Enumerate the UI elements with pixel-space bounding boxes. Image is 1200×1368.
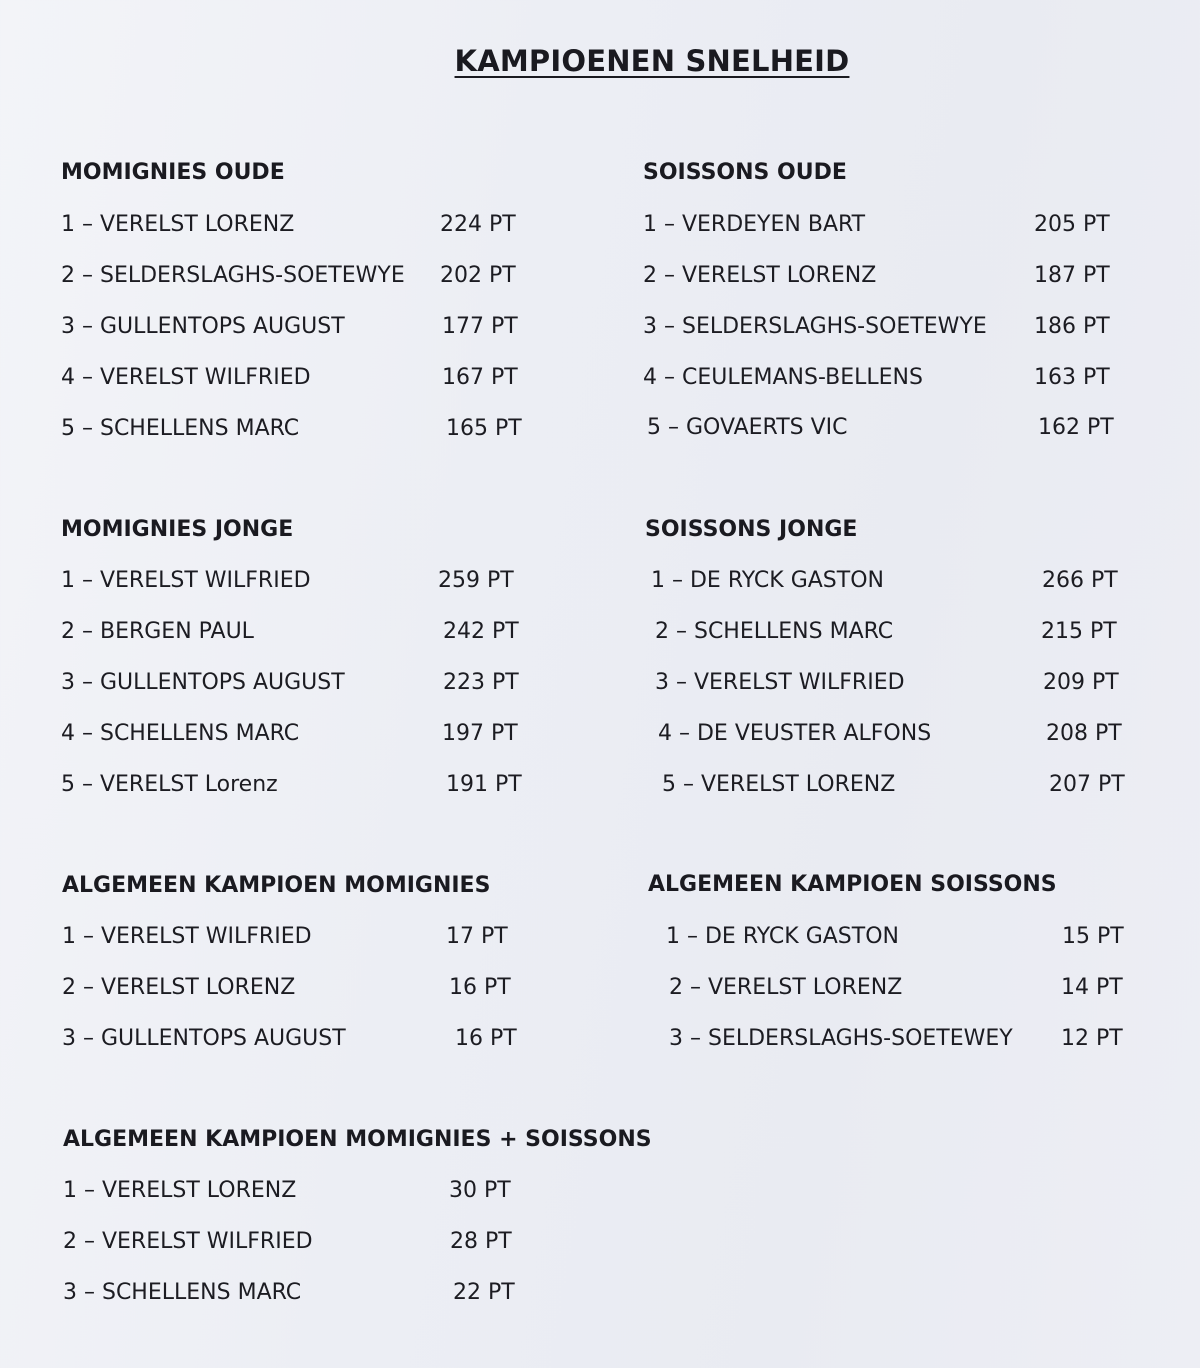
competitor-points: 202 PT [440, 263, 516, 288]
competitor-name: 1 – VERELST WILFRIED [62, 924, 312, 949]
section-heading: MOMIGNIES OUDE [61, 160, 285, 185]
competitor-points: 162 PT [1038, 415, 1114, 440]
competitor-points: 224 PT [440, 212, 516, 237]
competitor-name: 5 – GOVAERTS VIC [647, 415, 848, 440]
competitor-name: 5 – VERELST LORENZ [662, 772, 896, 797]
competitor-name: 4 – DE VEUSTER ALFONS [658, 721, 932, 746]
competitor-points: 16 PT [455, 1026, 517, 1051]
competitor-points: 30 PT [449, 1178, 511, 1203]
competitor-name: 3 – SCHELLENS MARC [63, 1280, 302, 1305]
competitor-name: 1 – VERELST LORENZ [61, 212, 295, 237]
competitor-name: 3 – GULLENTOPS AUGUST [62, 1026, 346, 1051]
competitor-points: 259 PT [438, 568, 514, 593]
section-heading: ALGEMEEN KAMPIOEN SOISSONS [648, 872, 1057, 897]
competitor-points: 186 PT [1034, 314, 1110, 339]
competitor-name: 3 – GULLENTOPS AUGUST [61, 670, 345, 695]
competitor-points: 191 PT [446, 772, 522, 797]
competitor-points: 15 PT [1062, 924, 1124, 949]
competitor-points: 16 PT [449, 975, 511, 1000]
competitor-name: 1 – DE RYCK GASTON [651, 568, 884, 593]
competitor-points: 223 PT [443, 670, 519, 695]
competitor-name: 2 – VERELST WILFRIED [63, 1229, 313, 1254]
competitor-name: 1 – VERELST LORENZ [63, 1178, 297, 1203]
competitor-name: 3 – GULLENTOPS AUGUST [61, 314, 345, 339]
competitor-name: 5 – VERELST Lorenz [61, 772, 278, 797]
section-heading: ALGEMEEN KAMPIOEN MOMIGNIES + SOISSONS [63, 1127, 652, 1152]
competitor-name: 4 – VERELST WILFRIED [61, 365, 311, 390]
competitor-points: 28 PT [450, 1229, 512, 1254]
competitor-points: 208 PT [1046, 721, 1122, 746]
competitor-points: 167 PT [442, 365, 518, 390]
competitor-name: 3 – SELDERSLAGHS-SOETEWEY [669, 1026, 1013, 1051]
competitor-name: 2 – VERELST LORENZ [643, 263, 877, 288]
competitor-name: 2 – VERELST LORENZ [62, 975, 296, 1000]
competitor-name: 3 – SELDERSLAGHS-SOETEWYE [643, 314, 987, 339]
competitor-name: 4 – CEULEMANS-BELLENS [643, 365, 923, 390]
section-heading: ALGEMEEN KAMPIOEN MOMIGNIES [62, 873, 491, 898]
competitor-points: 22 PT [453, 1280, 515, 1305]
page-title: KAMPIOENEN SNELHEID [454, 44, 850, 78]
competitor-points: 165 PT [446, 416, 522, 441]
competitor-points: 17 PT [446, 924, 508, 949]
competitor-name: 2 – VERELST LORENZ [669, 975, 903, 1000]
competitor-name: 5 – SCHELLENS MARC [61, 416, 300, 441]
competitor-points: 205 PT [1034, 212, 1110, 237]
section-heading: SOISSONS OUDE [643, 160, 847, 185]
competitor-name: 2 – SELDERSLAGHS-SOETEWYE [61, 263, 405, 288]
competitor-points: 209 PT [1043, 670, 1119, 695]
competitor-points: 215 PT [1041, 619, 1117, 644]
competitor-name: 2 – BERGEN PAUL [61, 619, 254, 644]
competitor-points: 187 PT [1034, 263, 1110, 288]
competitor-points: 12 PT [1061, 1026, 1123, 1051]
competitor-points: 14 PT [1061, 975, 1123, 1000]
section-heading: MOMIGNIES JONGE [61, 517, 294, 542]
competitor-name: 4 – SCHELLENS MARC [61, 721, 300, 746]
competitor-points: 197 PT [442, 721, 518, 746]
competitor-points: 242 PT [443, 619, 519, 644]
competitor-name: 1 – DE RYCK GASTON [666, 924, 899, 949]
competitor-name: 3 – VERELST WILFRIED [655, 670, 905, 695]
competitor-name: 2 – SCHELLENS MARC [655, 619, 894, 644]
competitor-points: 177 PT [442, 314, 518, 339]
competitor-name: 1 – VERDEYEN BART [643, 212, 866, 237]
competitor-points: 207 PT [1049, 772, 1125, 797]
competitor-name: 1 – VERELST WILFRIED [61, 568, 311, 593]
section-heading: SOISSONS JONGE [645, 517, 858, 542]
competitor-points: 266 PT [1042, 568, 1118, 593]
competitor-points: 163 PT [1034, 365, 1110, 390]
